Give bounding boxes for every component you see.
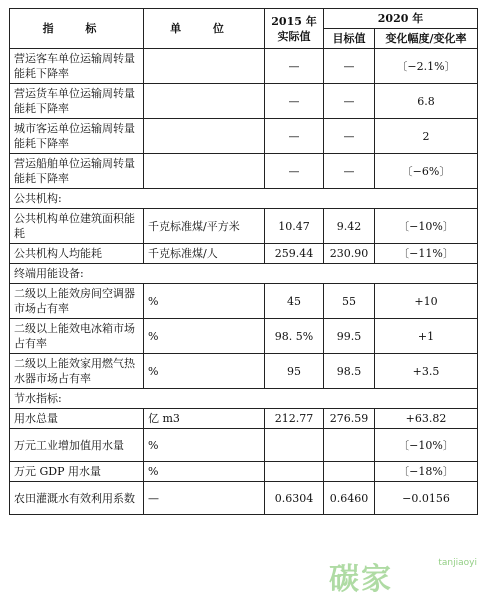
table-row — [10, 244, 478, 264]
unit-cell: — — [144, 482, 265, 515]
indicator-cell: 营运货车单位运输周转量能耗下降率 — [10, 84, 144, 119]
header-indicator: 指 标 — [10, 9, 144, 49]
change-cell: +3.5 — [375, 354, 478, 389]
indicator-cell: 城市客运单位运输周转量能耗下降率 — [10, 119, 144, 154]
table-row — [10, 429, 478, 462]
table-row — [10, 409, 478, 429]
header-actual-2015: 2015 年实际值 — [265, 9, 324, 49]
actual-cell: 10.47 — [265, 209, 324, 244]
table-row — [10, 319, 478, 354]
indicator-cell: 二级以上能效家用燃气热水器市场占有率 — [10, 354, 144, 389]
actual-cell: 98. 5% — [265, 319, 324, 354]
actual-cell: — — [265, 84, 324, 119]
indicator-cell: 二级以上能效电冰箱市场占有率 — [10, 319, 144, 354]
unit-cell — [144, 154, 265, 189]
target-cell: 230.90 — [324, 244, 375, 264]
section-row — [10, 389, 478, 409]
change-cell: 2 — [375, 119, 478, 154]
target-cell: 276.59 — [324, 409, 375, 429]
actual-cell: 45 — [265, 284, 324, 319]
change-cell: +1 — [375, 319, 478, 354]
table-row — [10, 119, 478, 154]
target-cell: 0.6460 — [324, 482, 375, 515]
change-cell: +10 — [375, 284, 478, 319]
table-row — [10, 354, 478, 389]
watermark-logo — [329, 550, 479, 598]
unit-cell — [144, 119, 265, 154]
section-label: 节水指标: — [10, 389, 478, 409]
section-row — [10, 189, 478, 209]
unit-cell: % — [144, 462, 265, 482]
header-change: 变化幅度/变化率 — [375, 29, 478, 49]
target-cell — [324, 429, 375, 462]
indicator-cell: 公共机构单位建筑面积能耗 — [10, 209, 144, 244]
indicator-cell: 农田灌溉水有效利用系数 — [10, 482, 144, 515]
table-row — [10, 49, 478, 84]
target-cell: 98.5 — [324, 354, 375, 389]
target-cell — [324, 462, 375, 482]
indicator-table — [9, 8, 478, 515]
table-row — [10, 482, 478, 515]
unit-cell — [144, 84, 265, 119]
actual-cell: 259.44 — [265, 244, 324, 264]
indicator-cell: 公共机构人均能耗 — [10, 244, 144, 264]
indicator-cell: 用水总量 — [10, 409, 144, 429]
header-year-2020: 2020 年 — [324, 9, 478, 29]
target-cell: — — [324, 49, 375, 84]
actual-cell — [265, 429, 324, 462]
unit-cell: 千克标准煤/平方米 — [144, 209, 265, 244]
section-row — [10, 264, 478, 284]
actual-cell: — — [265, 49, 324, 84]
change-cell: 〔−10%〕 — [375, 209, 478, 244]
indicator-cell: 营运船舶单位运输周转量能耗下降率 — [10, 154, 144, 189]
watermark-site: tanjiaoyi — [438, 558, 477, 568]
target-cell: 9.42 — [324, 209, 375, 244]
change-cell: +63.82 — [375, 409, 478, 429]
header-target: 目标值 — [324, 29, 375, 49]
change-cell: 6.8 — [375, 84, 478, 119]
target-cell: 99.5 — [324, 319, 375, 354]
actual-cell: — — [265, 154, 324, 189]
actual-cell: 212.77 — [265, 409, 324, 429]
table-row — [10, 462, 478, 482]
unit-cell: % — [144, 429, 265, 462]
change-cell: −0.0156 — [375, 482, 478, 515]
unit-cell: % — [144, 354, 265, 389]
unit-cell — [144, 49, 265, 84]
table-row — [10, 209, 478, 244]
table-row — [10, 284, 478, 319]
change-cell: 〔−18%〕 — [375, 462, 478, 482]
target-cell: 55 — [324, 284, 375, 319]
unit-cell: 千克标准煤/人 — [144, 244, 265, 264]
actual-cell: — — [265, 119, 324, 154]
target-cell: — — [324, 84, 375, 119]
header-unit: 单 位 — [144, 9, 265, 49]
unit-cell: % — [144, 319, 265, 354]
indicator-cell: 营运客车单位运输周转量能耗下降率 — [10, 49, 144, 84]
indicator-cell: 二级以上能效房间空调器市场占有率 — [10, 284, 144, 319]
section-label: 公共机构: — [10, 189, 478, 209]
section-label: 终端用能设备: — [10, 264, 478, 284]
target-cell: — — [324, 154, 375, 189]
table-row — [10, 154, 478, 189]
change-cell: 〔−10%〕 — [375, 429, 478, 462]
change-cell: 〔−6%〕 — [375, 154, 478, 189]
actual-cell: 95 — [265, 354, 324, 389]
indicator-cell: 万元工业增加值用水量 — [10, 429, 144, 462]
actual-cell — [265, 462, 324, 482]
indicator-cell: 万元 GDP 用水量 — [10, 462, 144, 482]
target-cell: — — [324, 119, 375, 154]
table-row — [10, 84, 478, 119]
unit-cell: 亿 m3 — [144, 409, 265, 429]
change-cell: 〔−11%〕 — [375, 244, 478, 264]
unit-cell: % — [144, 284, 265, 319]
actual-cell: 0.6304 — [265, 482, 324, 515]
watermark-text: 碳家 — [329, 562, 393, 597]
change-cell: 〔−2.1%〕 — [375, 49, 478, 84]
